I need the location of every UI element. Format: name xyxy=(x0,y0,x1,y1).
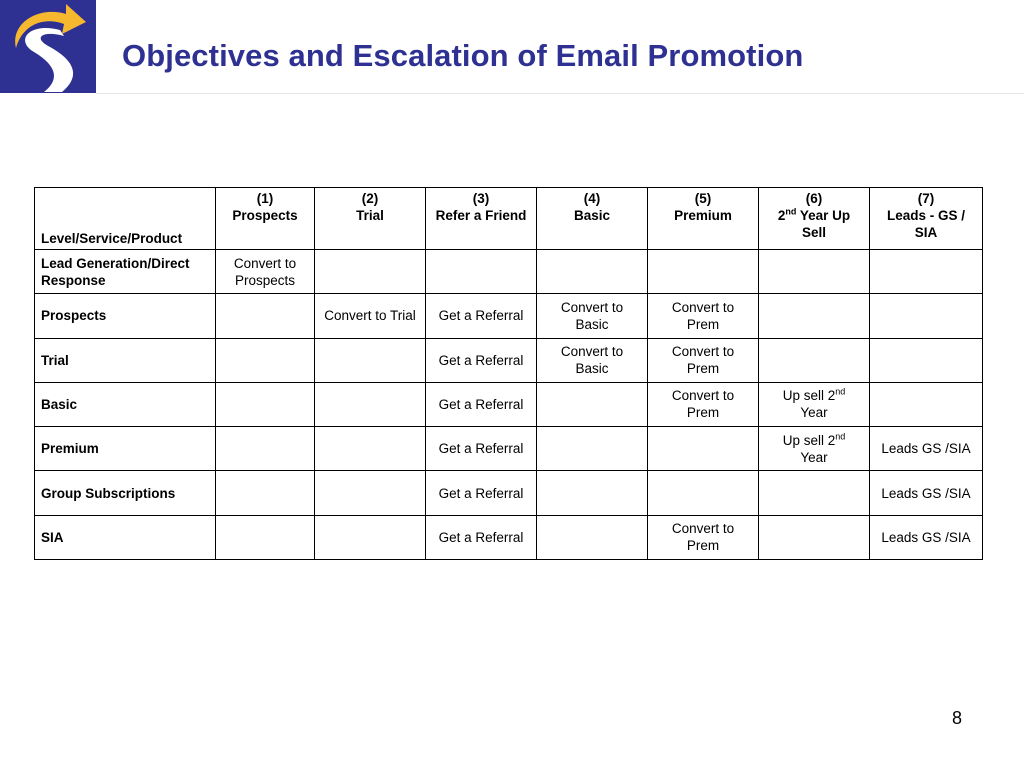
s-arrow-logo-icon xyxy=(0,0,96,93)
table-cell: Get a Referral xyxy=(426,427,537,471)
row-label: Trial xyxy=(35,338,216,382)
table-cell xyxy=(759,471,870,515)
table-cell xyxy=(315,338,426,382)
table-cell xyxy=(315,250,426,294)
column-header-refer-a-friend xyxy=(426,188,537,250)
column-header-basic xyxy=(537,188,648,250)
column-name: Leads - GS / SIA xyxy=(886,208,966,240)
table-cell: Convert to Prospects xyxy=(216,250,315,294)
column-header-2nd-year-up-sell xyxy=(759,188,870,250)
table-cell xyxy=(537,515,648,559)
header-divider xyxy=(96,93,1024,94)
table-cell xyxy=(537,250,648,294)
table-cell: Convert to Basic xyxy=(537,338,648,382)
column-number: (4) xyxy=(583,191,601,206)
table-cell xyxy=(537,471,648,515)
cell-text: Year xyxy=(800,449,828,465)
row-label: Group Subscriptions xyxy=(35,471,216,515)
table-cell xyxy=(870,338,983,382)
table-cell xyxy=(315,515,426,559)
table-cell xyxy=(759,382,870,426)
table-body xyxy=(35,250,983,560)
table-header-row xyxy=(35,188,983,250)
cell-text: Up sell 2 xyxy=(782,432,836,448)
column-header-leads-gs-sia xyxy=(870,188,983,250)
column-name: Premium xyxy=(674,208,732,223)
column-number: (2) xyxy=(361,191,379,206)
row-label: Basic xyxy=(35,382,216,426)
table-cell: Convert to Prem xyxy=(648,294,759,338)
column-number: (7) xyxy=(917,191,935,206)
company-logo xyxy=(0,0,96,93)
column-name-part: 2 xyxy=(777,208,786,223)
table-cell xyxy=(537,427,648,471)
table-cell xyxy=(759,250,870,294)
table-cell: Convert to Basic xyxy=(537,294,648,338)
table-cell xyxy=(759,338,870,382)
table-cell xyxy=(648,471,759,515)
column-name-part: Year Up Sell xyxy=(796,208,851,240)
table-row xyxy=(35,382,983,426)
column-name xyxy=(765,207,863,241)
table-cell: Get a Referral xyxy=(426,294,537,338)
cell-text: Year xyxy=(800,405,828,421)
row-label: SIA xyxy=(35,515,216,559)
table-cell xyxy=(216,338,315,382)
page-title: Objectives and Escalation of Email Promotion xyxy=(122,38,804,73)
table-cell xyxy=(870,250,983,294)
table-row xyxy=(35,294,983,338)
row-label: Lead Generation/Direct Response xyxy=(35,250,216,294)
table-row xyxy=(35,338,983,382)
table-cell xyxy=(315,382,426,426)
table-cell xyxy=(216,427,315,471)
page-number: 8 xyxy=(951,708,962,728)
ordinal-suffix: nd xyxy=(835,431,846,442)
ordinal-suffix: nd xyxy=(835,386,846,397)
table-cell: Convert to Prem xyxy=(648,515,759,559)
table-cell: Get a Referral xyxy=(426,338,537,382)
table-cell: Leads GS /SIA xyxy=(870,427,983,471)
table-row xyxy=(35,471,983,515)
table-cell xyxy=(537,382,648,426)
table-cell xyxy=(216,515,315,559)
row-label: Prospects xyxy=(35,294,216,338)
column-name: Refer a Friend xyxy=(435,208,527,223)
table-cell xyxy=(216,294,315,338)
column-name: Trial xyxy=(356,208,384,223)
ordinal-suffix: nd xyxy=(785,206,797,217)
table-cell xyxy=(759,515,870,559)
table-row xyxy=(35,250,983,294)
column-number: (6) xyxy=(805,191,823,206)
table-cell xyxy=(759,294,870,338)
table-cell xyxy=(315,471,426,515)
table-cell xyxy=(216,382,315,426)
table-row xyxy=(35,515,983,559)
row-label: Premium xyxy=(35,427,216,471)
table-cell: Convert to Prem xyxy=(648,382,759,426)
table-cell: Get a Referral xyxy=(426,515,537,559)
table-row xyxy=(35,427,983,471)
table-cell: Convert to Prem xyxy=(648,338,759,382)
table-cell: Leads GS /SIA xyxy=(870,515,983,559)
column-header-premium xyxy=(648,188,759,250)
table-cell xyxy=(216,471,315,515)
table-cell: Get a Referral xyxy=(426,382,537,426)
table-cell xyxy=(648,427,759,471)
column-number: (3) xyxy=(472,191,490,206)
table-cell: Convert to Trial xyxy=(315,294,426,338)
column-name: Prospects xyxy=(232,208,298,223)
column-header-trial xyxy=(315,188,426,250)
column-name: Basic xyxy=(573,208,611,223)
table-cell xyxy=(426,250,537,294)
cell-text: Up sell 2 xyxy=(782,388,836,404)
column-number: (1) xyxy=(256,191,274,206)
table-cell xyxy=(870,294,983,338)
column-number: (5) xyxy=(694,191,712,206)
table-cell xyxy=(759,427,870,471)
table-cell xyxy=(870,382,983,426)
table-cell xyxy=(315,427,426,471)
column-header-prospects xyxy=(216,188,315,250)
escalation-table xyxy=(34,187,983,560)
table-cell xyxy=(648,250,759,294)
table-cell: Leads GS /SIA xyxy=(870,471,983,515)
table-cell: Get a Referral xyxy=(426,471,537,515)
corner-header: Level/Service/Product xyxy=(35,188,216,250)
